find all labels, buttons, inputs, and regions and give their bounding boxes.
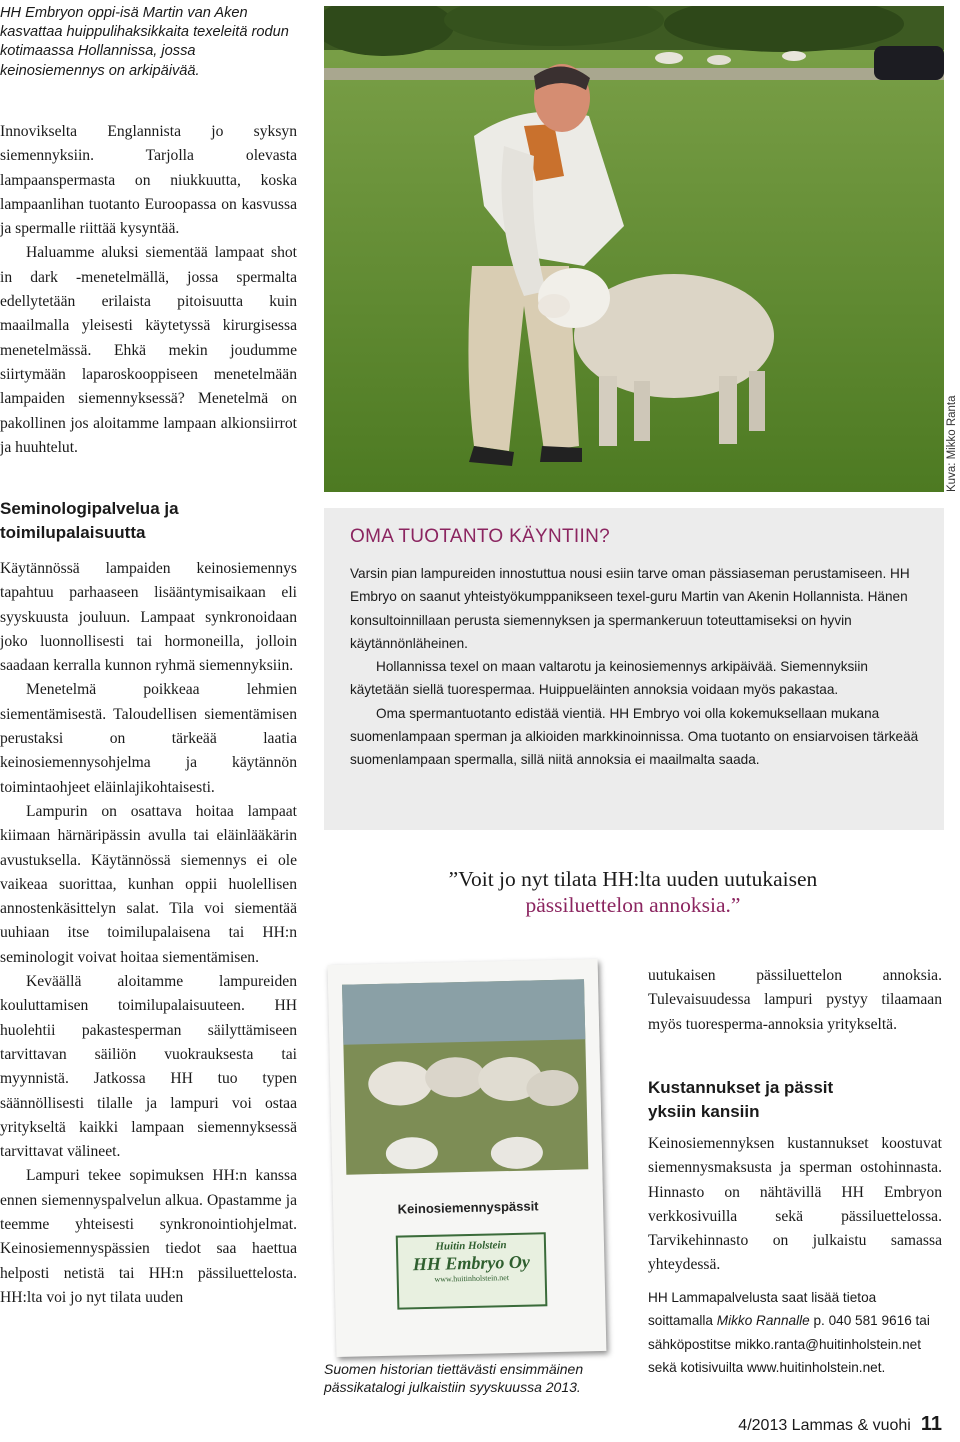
left-paragraph: Innovikselta Englannista jo syksyn siemennyksiin. Tarjolla olevasta lampaanspermasta on niukkuutta, koska lampaanlihan tuotanto Euroopassa on kasvussa ja spermalle riittää kysyntää. [0, 123, 297, 238]
subheading-kustannukset: Kustannukset ja pässit yksiin kansiin [648, 1078, 834, 1121]
box-paragraph: Varsin pian lampureiden innostuttua nousi esiin tarve oman pässiaseman perustamiseen. HH Embryo on saanut yhteistyökumppanikseen texel-guru Martin van Akenin Hollannista. Hänen konsultoinnillaan perusta siemennyksen ja spermankeruun toteuttamiseksi on hyvin käytännönläheinen. [350, 566, 910, 651]
info-box [324, 508, 944, 830]
left-paragraph: Menetelmä poikkeaa lehmien siementämisestä. Taloudellisen siementämisen perustaksi on tärkeää laatia keinosiemennysohjelma ja käytännön toimintaohjeet eläinlajikohtaisesti. [0, 681, 297, 796]
box-paragraph: Hollannissa texel on maan valtarotu ja keinosiemennys arkipäivää. Siemennyksiin käytetään siellä tuorespermaa. Huippueläinten annoksia voidaan myös pakastaa. [350, 659, 868, 698]
catalog-cover [328, 959, 607, 1357]
page-footer [738, 1413, 942, 1436]
box-paragraph: Oma spermantuotanto edistää vientiä. HH Embryo voi olla kokemuksellaan mukana suomenlampaan sperman ja alkioiden markkinoinnissa. Oma tuotanto on ensiarvoisen tärkeää suomenlampaan spermalla, sillä niitä annoksia ei maailmalta saada. [350, 705, 919, 768]
left-paragraph: Käytännössä lampaiden keinosiemennys tapahtuu parhaaseen lisääntymisaikaan eli syyskuusta jouluun. Lampaat synkronoidaan joko luonnollisesti tai hormoneilla, jolloin saadaan kerralla kunnon ryhmä siemennyksiin. [0, 560, 297, 675]
quote-line-1: ”Voit jo nyt tilata HH:lta uuden uutukaisen [448, 867, 818, 891]
right-paragraph: uutukaisen pässiluettelon annoksia. Tulevaisuudessa lampuri pystyy tilaamaan myös tuoresperma-annoksia yritykseltä. [648, 967, 942, 1033]
left-paragraph: Lampuri tekee sopimuksen HH:n kanssa ennen siemennyspalvelun alkua. Opastamme ja teemme yhteisesti synkronointiohjelmat. Keinosiemennyspässien tiedot saa haettua helposti netistä tai HH:n pässiluettelosta. HH:lta voi jo nyt tilata uuden [0, 1167, 297, 1306]
catalog-sheep-photo [328, 959, 603, 1195]
photo-caption-top: HH Embryon oppi-isä Martin van Aken kasvattaa huippulihaksikkaita texeleitä rodun kotimaassa Hollannissa, jossa keinosiemennys on arkipäivää. [0, 5, 289, 79]
contact-info-post: p. 040 581 9616 tai sähköpostitse mikko.ranta@huitinholstein.net sekä kotisivuilta www.huitinholstein.net. [648, 1313, 930, 1375]
left-paragraph: Lampurin on osattava hoitaa lampaat kiimaan härnäripässin avulla tai eläinlääkärin avustuksella. Käytännössä siemennys ei ole vaikeaa suorittaa, kunhan oppii huolellisen annostenkäsittelyn salat. Tila voi siementää uuhiaan itse toimilupalaisena tai HH:n seminologit voivat hoitaa siementämisen. [0, 802, 297, 966]
right-paragraph: Keinosiemennyksen kustannukset koostuvat siemennysmaksusta ja sperman ostohinnasta. Hinnasto on nähtävillä HH Embryon verkkosivuilla sekä pässiluettelossa. Tarvikehinnasto on julkaistu samassa yhteydessä. [648, 1135, 942, 1274]
catalog-logo-url: www.huitinholstein.net [434, 1273, 510, 1284]
catalog-title: Keinosiemennyspässit [397, 1198, 539, 1217]
catalog-logo-line-1: Huitin Holstein [435, 1239, 507, 1253]
contact-info [648, 1286, 942, 1379]
contact-name: Mikko Rannalle [716, 1313, 810, 1329]
left-column [0, 120, 297, 460]
pull-quote [352, 866, 914, 918]
info-box-text [350, 562, 920, 772]
quote-line-2: pässiluettelon annoksia.” [525, 893, 741, 917]
subheading-seminologipalvelua: Seminologipalvelua ja toimilupalaisuutta [0, 499, 179, 542]
left-paragraph: Keväällä aloitamme lampureiden kouluttamisen toimilupalaisuuteen. HH huolehtii pakastesperman säilyttämiseen tarvittavan säiliön vuokrauksesta tai myynnistä. Jatkossa HH tuo typen säännöllisesti tilalle ja lampuri voi ostaa yritykseltä kaikki lampaan siemennyksessä tarvittavat välineet. [0, 973, 297, 1161]
photo-credit: Kuva: Mikko Ranta [946, 395, 958, 492]
left-paragraph: Haluamme aluksi siementää lampaat shot in dark -menetelmällä, jossa spermalta edellytetään erilaista pitoisuutta kuin maailmalla yleisesti käytetyssä kirurgisessa menetelmässä. Ehkä mekin joudumme siirtymään laparoskooppiseen menetelmään lampaiden siemennyksessä? Menetelmä on pakollinen jos aloitamme lampaan alkionsiirrot ja huuhtelut. [0, 244, 297, 456]
page-number: 11 [920, 1413, 942, 1435]
issue-label: 4/2013 Lammas & vuohi [738, 1417, 911, 1434]
left-column-lower [0, 557, 297, 1310]
main-photo [324, 6, 944, 492]
photo-man-with-sheep [324, 6, 944, 492]
catalog-logo [396, 1232, 548, 1309]
right-column [648, 964, 942, 1037]
info-box-title: OMA TUOTANTO KÄYNTIIN? [350, 526, 610, 547]
catalog-caption: Suomen historian tiettävästi ensimmäinen pässikatalogi julkaistiin syyskuussa 2013. [324, 1361, 584, 1396]
contact-info-pre: HH Lammapalvelusta saat lisää tietoa soittamalla [648, 1290, 877, 1329]
catalog-logo-line-2: HH Embryo Oy [412, 1251, 531, 1275]
right-column-lower [648, 1132, 942, 1278]
